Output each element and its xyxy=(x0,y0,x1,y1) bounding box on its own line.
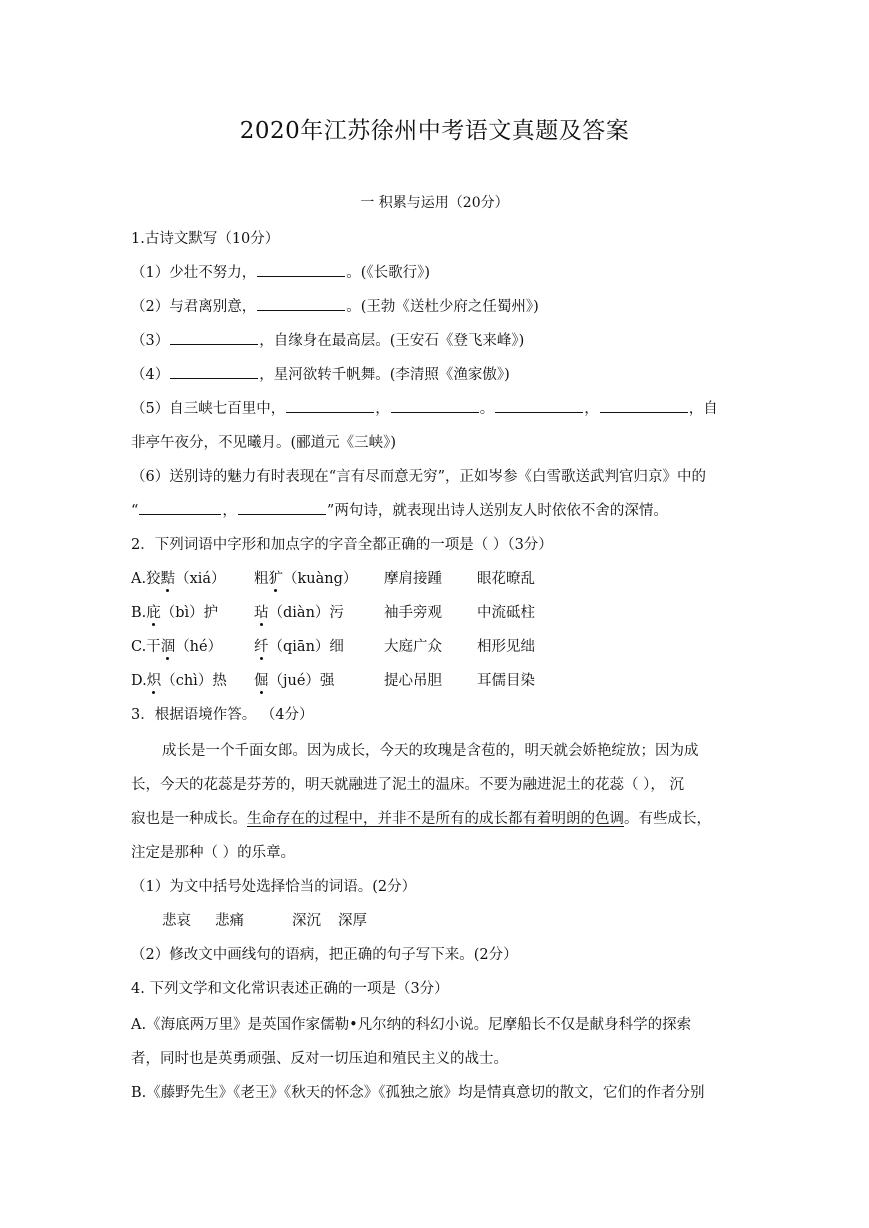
q1-item-2: （2）与君离别意， 。(王勃《送杜少府之任蜀州》) xyxy=(131,295,539,316)
q3-sub-1: （1）为文中括号处选择恰当的词语。(2分） xyxy=(131,879,417,895)
q1-item-1: （1）少壮不努力， 。(《长歌行》) xyxy=(131,261,430,282)
q2-option-d: D.炽（chì）热 倔（jué）强 提心吊胆 耳儒目染 xyxy=(131,673,535,689)
answer-blank[interactable] xyxy=(257,262,345,277)
section-heading: 一 积累与运用（20分） xyxy=(360,195,509,211)
q3-word-options: 悲哀 悲痛 深沉 深厚 xyxy=(162,913,367,929)
q2-heading: 2．下列词语中字形和加点字的字音全都正确的一项是（ ）（3分） xyxy=(131,537,553,553)
answer-blank[interactable] xyxy=(170,330,258,345)
q1-item-4: （4） ，星河欲转千帆舞。(李清照《渔家傲》) xyxy=(131,363,510,384)
answer-blank[interactable] xyxy=(139,500,221,515)
answer-blank[interactable] xyxy=(286,398,374,413)
q3-passage-line-4: 注定是那种（ ）的乐章。 xyxy=(131,845,296,861)
q2-option-c: C.干涸（hé） 纤（qiān）细 大庭广众 相形见绌 xyxy=(131,639,535,655)
answer-blank[interactable] xyxy=(238,500,326,515)
q3-passage-line-3: 寂也是一种成长。生命存在的过程中，并非不是所有的成长都有着明朗的色调。有些成长， xyxy=(131,811,711,827)
q3-passage-line-2: 长，今天的花蕊是芬芳的，明天就融进了泥土的温床。不要为融进泥土的花蕊（ ）， 沉 xyxy=(131,777,684,793)
q1-heading: 1.古诗文默写（10分） xyxy=(131,231,280,247)
q2-option-a: A.狡黠（xiá） 粗犷（kuàng） 摩肩接踵 眼花暸乱 xyxy=(131,571,535,587)
q3-passage-line-1: 成长是一个千面女郎。因为成长，今天的玫瑰是含苞的，明天就会娇艳绽放；因为成 xyxy=(162,743,699,759)
q1-item-6: （6）送别诗的魅力有时表现在“言有尽而意无穷”，正如岑参《白雪歌送武判官归京》中的 xyxy=(131,469,707,485)
answer-blank[interactable] xyxy=(600,398,688,413)
q1-item-6-cont: “ ， ”两句诗，就表现出诗人送别友人时依依不舍的深情。 xyxy=(131,499,668,520)
q3-heading: 3．根据语境作答。 （4分） xyxy=(131,707,314,723)
q1-item-5-cont: 非亭午夜分，不见曦月。(郦道元《三峡》) xyxy=(131,435,397,451)
q1-item-3: （3） ，自缘身在最高层。(王安石《登飞来峰》) xyxy=(131,329,524,350)
document-title: 2020年江苏徐州中考语文真题及答案 xyxy=(239,118,630,144)
answer-blank[interactable] xyxy=(391,398,479,413)
q1-item-5: （5）自三峡七百里中， ， 。 ， ，自 xyxy=(131,397,718,418)
q3-sub-2: （2）修改文中画线句的语病，把正确的句子写下来。(2分） xyxy=(131,947,518,963)
q4-option-a-line-2: 者，同时也是英勇顽强、反对一切压迫和殖民主义的战士。 xyxy=(131,1051,508,1067)
q4-option-b-line-1: B.《藤野先生》《老王》《秋天的怀念》《孤独之旅》均是情真意切的散文，它们的作者分别 xyxy=(131,1085,705,1101)
answer-blank[interactable] xyxy=(495,398,583,413)
answer-blank[interactable] xyxy=(257,296,345,311)
q2-option-b: B.庇（bì）护 玷（diàn）污 袖手旁观 中流砥柱 xyxy=(131,605,535,621)
underlined-sentence: 生命存在的过程中，并非不是所有的成长都有着明朗的色调 xyxy=(247,811,624,827)
q4-option-a-line-1: A.《海底两万里》是英国作家儒勒•凡尔纳的科幻小说。尼摩船长不仅是献身科学的探索 xyxy=(131,1017,692,1033)
q4-heading: 4. 下列文学和文化常识表述正确的一项是（3分） xyxy=(131,981,449,997)
answer-blank[interactable] xyxy=(170,364,258,379)
